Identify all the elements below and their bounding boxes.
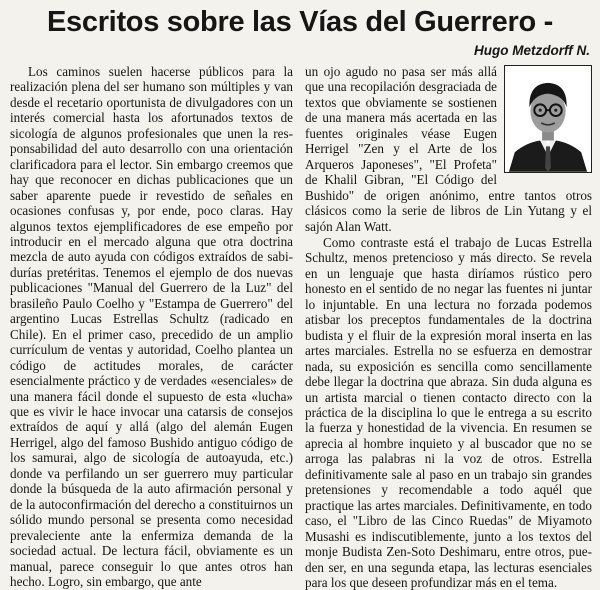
left-column-text: Los caminos suelen hacerse públicos para la realización plena del ser humano son múltiples y van desde el recetario oportunista de divulgadores con un interés comercial hasta los afortunados textos de sicología de algunos profesionales que unen la responsabilidad del auto desarrollo con una orientación clarificadora para el lector. Sin embargo creemos que hay que reconocer en dichas publicaciones que un saber aparente puede ir revestido de señales en ocasiones confusas y, por ende, poco claras. Hay algunos textos ejemplificadores de ese empeño por introducir en el mercado alguna que otra doctrina mezcla de auto ayuda con códigos extraídos de sabidurías pretéritas. Tenemos el ejemplo de dos nuevas publicaciones "Manual del Guerrero de la Luz" del brasileño Paulo Coelho y "Estampa de Guerrero" del argentino Lucas Estrellas Schultz (radicado en Chile). En el primer caso, precedido de un amplio currículum de ventas y autoridad, Coelho plantea un código de actitudes morales, de carácter esencialmente práctico y de verdades «esenciales» de una manera fácil donde el supuesto de esta «lucha» que es vivir le hace invocar una catarsis de consejos extraídos de aquí y allá (algo del alemán Eugen Herrigel, algo del famoso Bushido antiguo código de los samurai, algo de sicología de autoayuda, etc.) donde va perfilando un ser guerrero muy particular donde la búsqueda de la auto afirmación personal y de la autoconfirmación del derecho a constituirnos un sólido mundo personal se presenta como necesidad prevaleciente ante la enfermiza demanda de la sociedad actual. De lectura fácil, obviamente es un manual, parece conseguir lo que antes otros han hecho. Logro, sin embargo, que ante bbox=[10, 64, 293, 589]
right-column-body: Como contraste está el trabajo de Lucas Estrella Schultz, menos pretencioso y más directo. Se revela en un lenguaje que hasta diríamos rústico pero honesto en el sentido de no negar las fuentes ni juntar lo injuntable. En una lectura no forzada podemos atisbar los preceptos fundamentales de la doctrina budista y el fluir de la expresión moral inserta en las artes marciales. Estrella no se esfuerza en demostrar nada, su exposición es sencilla como sencillamente debe llegar la doctrina que abraza. Sin duda alguna es un artista marcial o tienen contacto directo con la práctica de la disciplina lo que le entrega a su escrito la fuerza y honestidad de la vivencia. En resumen se aprecia al hombre inquieto y al buscador que no se arroga las palabras ni la voz de otros. Estrella definitivamente sale al paso en un trabajo sin grandes pretensiones y recomendable a todo aquél que practique las artes marciales. Definitivamente, en todo caso, el "Libro de las Cinco Ruedas" de Miyamoto Musashi es indiscutiblemente, junto a los textos del monje Budista Zen-Soto Deshimaru, entre otros, pueden ser, en una segunda etapa, las lecturas esenciales para los que deseen profundizar más en el tema. bbox=[305, 234, 592, 590]
author-portrait-icon bbox=[504, 65, 592, 173]
article-title: Escritos sobre las Vías del Guerrero - bbox=[47, 6, 553, 38]
right-column-intro: un ojo agudo no pasa ser más allá que una recopilación desgraciada de textos que obviamente se sostienen de una manera más acertada en las fuentes originales véase Eugen Herrigel "Zen y el Arte de los Arqueros Japoneses", "El Profeta" de Khalil Gibran, "El Código del Bushido" de origen anónimo, entre tantos otros clásicos como la serie de libros de Lin Yutang y el sajón Alan Watt. bbox=[305, 64, 592, 234]
right-column bbox=[305, 64, 592, 590]
left-column bbox=[10, 64, 293, 589]
author-byline: Hugo Metzdorff N. bbox=[474, 43, 590, 58]
